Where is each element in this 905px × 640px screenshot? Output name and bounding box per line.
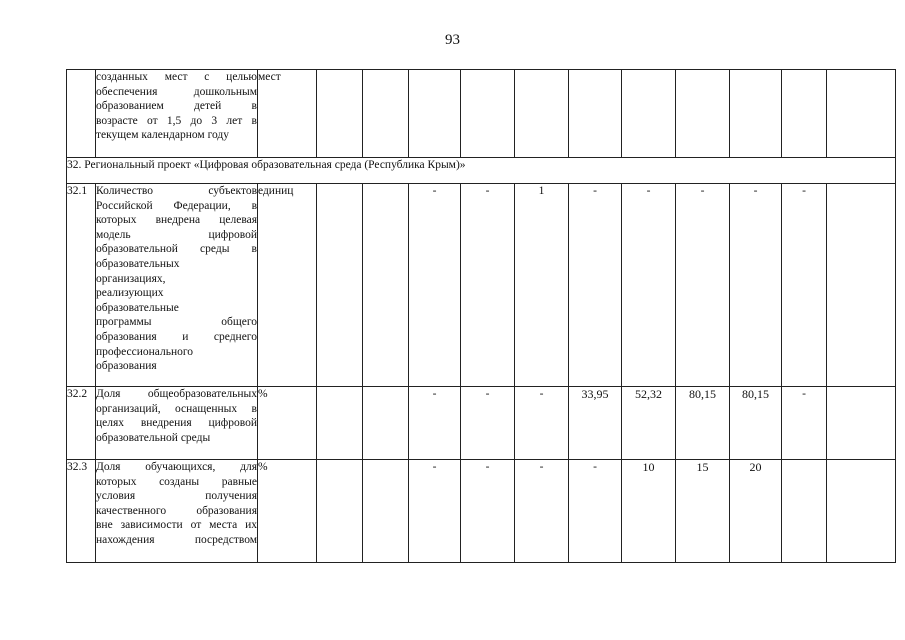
value-cell: - [730, 184, 782, 387]
text-line: Количество субъектов [96, 185, 257, 197]
text-line: образования и среднего [96, 330, 257, 343]
value-cell: 20 [730, 460, 782, 563]
value-cell: 80,15 [676, 387, 730, 460]
value-cell: 33,95 [569, 387, 622, 460]
value-cell [363, 70, 409, 158]
value-cell: - [461, 184, 515, 387]
value-cell: - [409, 184, 461, 387]
table-row [67, 70, 896, 158]
value-cell [461, 70, 515, 158]
value-cell: - [515, 460, 569, 563]
value-cell [676, 70, 730, 158]
text-line: образовательной среды в [96, 243, 257, 256]
text-line: реализующих [96, 287, 164, 300]
unit-cell: % [258, 460, 317, 563]
value-cell: - [569, 184, 622, 387]
row-number: 32.1 [67, 184, 96, 387]
value-cell: - [676, 184, 730, 387]
value-cell: - [461, 387, 515, 460]
text-line: условия получения [96, 490, 257, 503]
indicator-name [96, 387, 258, 460]
text-line: образовательные [96, 301, 179, 314]
indicator-name [96, 70, 258, 158]
section-row [67, 158, 896, 184]
row-number [67, 70, 96, 158]
text-line: организациях, [96, 272, 166, 285]
text-line: Российской Федерации, в [96, 199, 257, 212]
value-cell: 10 [622, 460, 676, 563]
text-line: образованием детей в [96, 100, 257, 113]
text-line: организаций, оснащенных в [96, 402, 257, 415]
text-line: возрасте от 1,5 до 3 лет в [96, 114, 257, 127]
text-line: созданных мест с целью [96, 71, 257, 83]
value-cell [827, 70, 896, 158]
value-cell [622, 70, 676, 158]
text-line: текущем календарном году [96, 129, 230, 142]
value-cell: - [409, 387, 461, 460]
value-cell: - [515, 387, 569, 460]
table-row [67, 460, 896, 563]
page-number: 93 [445, 32, 460, 48]
text-line: образовательных [96, 257, 180, 270]
value-cell: 1 [515, 184, 569, 387]
value-cell [363, 184, 409, 387]
value-cell [317, 70, 363, 158]
value-cell: - [569, 460, 622, 563]
text-line: качественного образования [96, 504, 257, 517]
table-row [67, 184, 896, 387]
text-line: программы общего [96, 316, 257, 329]
value-cell: 15 [676, 460, 730, 563]
section-title: 32. Региональный проект «Цифровая образовательная среда (Республика Крым)» [67, 158, 896, 184]
unit-cell: единиц [258, 184, 317, 387]
text-line: образования [96, 360, 157, 373]
value-cell [317, 184, 363, 387]
value-cell [363, 460, 409, 563]
text-line: профессионального [96, 345, 194, 358]
value-cell [827, 387, 896, 460]
value-cell [409, 70, 461, 158]
value-cell [827, 184, 896, 387]
text-line: целях внедрения цифровой [96, 417, 257, 430]
value-cell [317, 460, 363, 563]
value-cell [782, 460, 827, 563]
text-line: вне зависимости от места их [96, 519, 257, 532]
value-cell [363, 387, 409, 460]
text-line: модель цифровой [96, 228, 257, 241]
value-cell: - [782, 387, 827, 460]
text-line: которых внедрена целевая [96, 214, 257, 227]
value-cell [782, 70, 827, 158]
value-cell: - [409, 460, 461, 563]
row-number: 32.2 [67, 387, 96, 460]
value-cell: - [622, 184, 676, 387]
text-line: которых созданы равные [96, 475, 257, 488]
value-cell: 52,32 [622, 387, 676, 460]
row-number: 32.3 [67, 460, 96, 563]
text-line: обеспечения дошкольным [96, 85, 257, 98]
value-cell: - [782, 184, 827, 387]
value-cell: - [461, 460, 515, 563]
text-line: нахождения посредством [96, 533, 257, 546]
value-cell [317, 387, 363, 460]
text-line: Доля общеобразовательных [96, 388, 257, 400]
unit-cell: % [258, 387, 317, 460]
text-line: Доля обучающихся, для [96, 461, 257, 473]
value-cell [515, 70, 569, 158]
unit-cell: мест [258, 70, 317, 158]
table-row [67, 387, 896, 460]
indicator-name [96, 460, 258, 563]
indicator-table [66, 69, 896, 563]
value-cell [827, 460, 896, 563]
value-cell: 80,15 [730, 387, 782, 460]
indicator-name [96, 184, 258, 387]
value-cell [569, 70, 622, 158]
text-line: образовательной среды [96, 431, 211, 444]
value-cell [730, 70, 782, 158]
